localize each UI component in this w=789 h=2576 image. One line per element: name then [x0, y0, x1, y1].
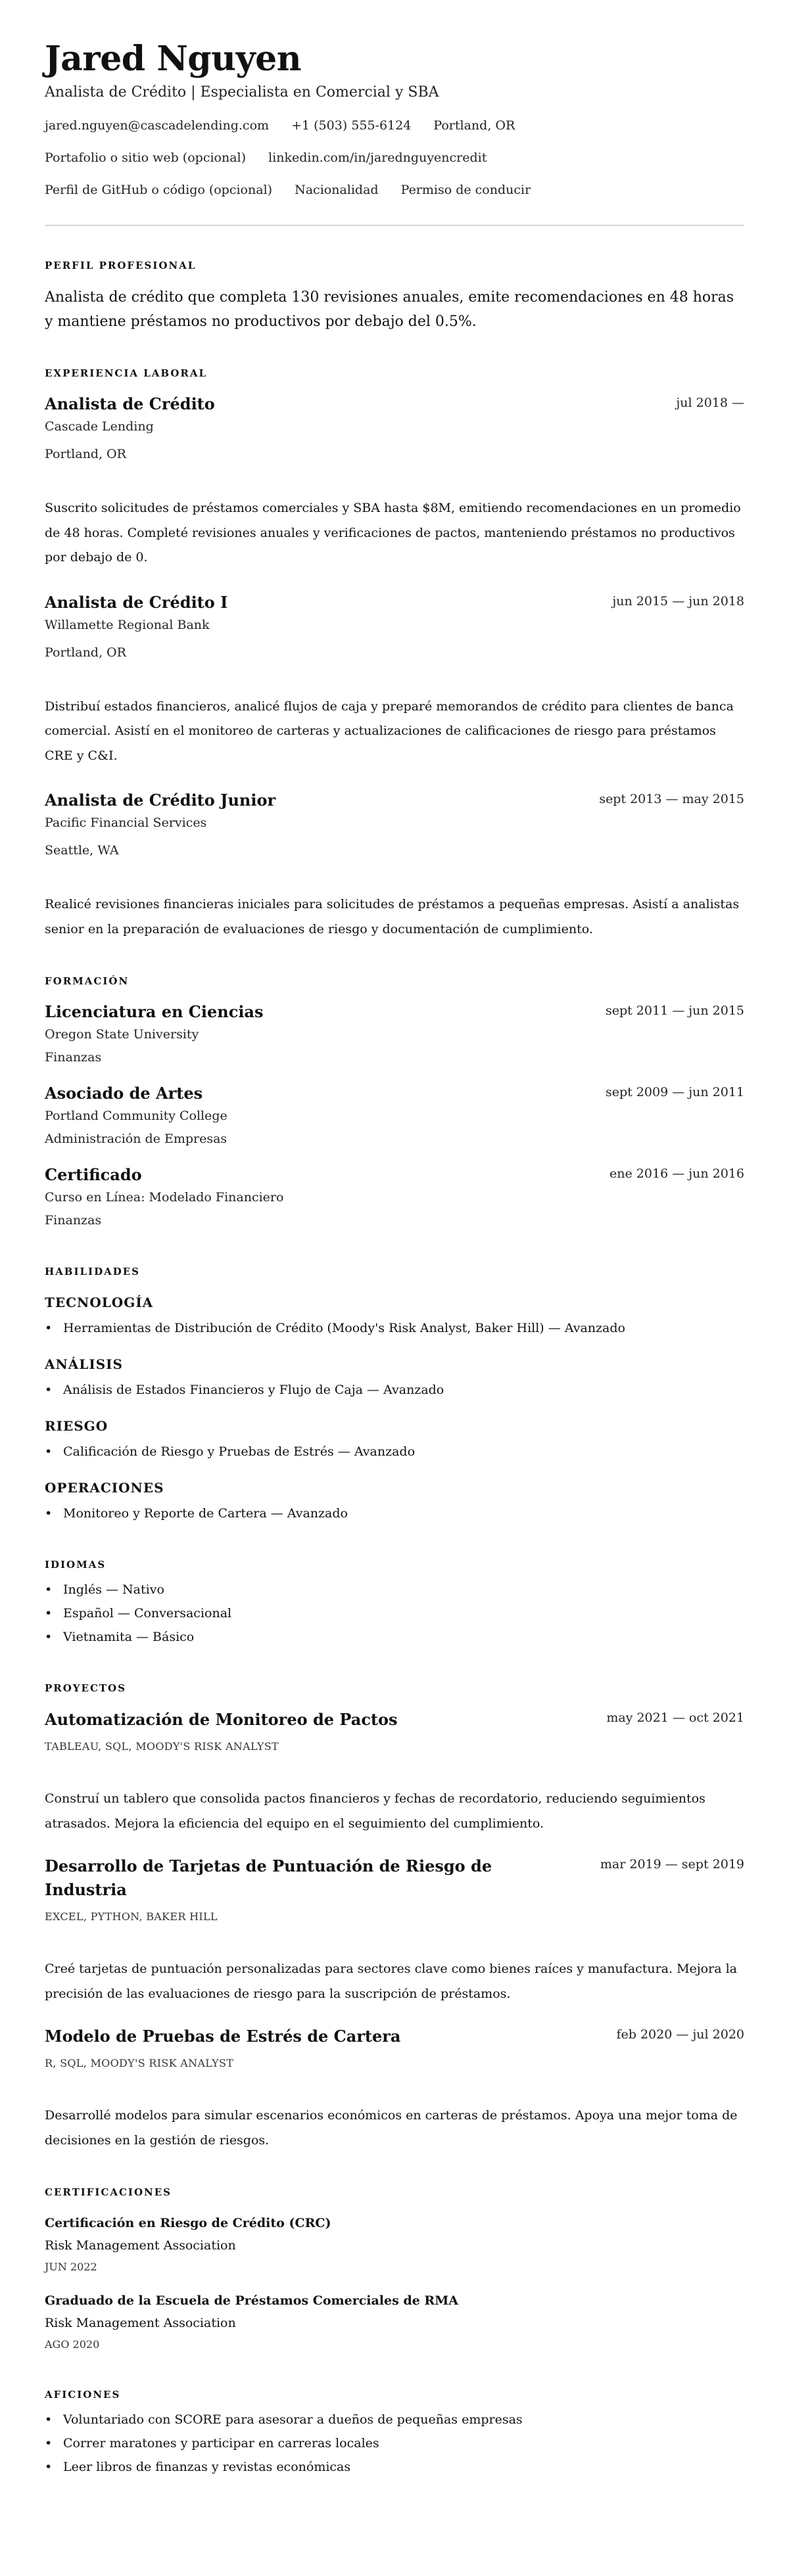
job-header	[45, 393, 744, 415]
degree: Asociado de Artes	[45, 1084, 203, 1103]
project-entry	[45, 2025, 744, 2153]
hobby-item: • Leer libros de finanzas y revistas económicas	[45, 2455, 744, 2479]
certification-issuer: Risk Management Association	[45, 2316, 236, 2330]
certification-issuer: Risk Management Association	[45, 2238, 236, 2253]
hobbies-section	[45, 2388, 744, 2479]
job-entry	[45, 591, 744, 769]
skill-list	[45, 1440, 744, 1463]
job-header	[45, 789, 744, 812]
field-of-study: Finanzas	[45, 1213, 102, 1228]
degree: Licenciatura en Ciencias	[45, 1002, 264, 1021]
certification-title: Graduado de la Escuela de Préstamos Comerciales de RMA	[45, 2293, 458, 2308]
project-tech: EXCEL, PYTHON, BAKER HILL	[45, 1910, 218, 1923]
phone: +1 (503) 555-6124	[291, 118, 412, 133]
skill-item: • Calificación de Riesgo y Pruebas de Estrés — Avanzado	[45, 1440, 744, 1463]
portfolio-link[interactable]: Portafolio o sitio web (opcional)	[45, 150, 247, 165]
project-description: Desarrollé modelos para simular escenarios económicos en carteras de préstamos. Apoya una mejor toma de decisiones en la gestión de riesgos.	[45, 2108, 738, 2148]
hobbies-list	[45, 2408, 744, 2479]
project-tech: TABLEAU, SQL, MOODY'S RISK ANALYST	[45, 1740, 279, 1753]
language-item: • Español — Conversacional	[45, 1601, 744, 1625]
job-location: Seattle, WA	[45, 843, 119, 858]
language-item: • Inglés — Nativo	[45, 1578, 744, 1601]
job-dates: sept 2013 — may 2015	[599, 792, 744, 806]
education-entry	[45, 1164, 744, 1232]
project-header	[45, 1708, 744, 1732]
project-description: Construí un tablero que consolida pactos financieros y fechas de recordatorio, reduciendo seguimientos atrasados. Mejora la eficiencia del equipo en el seguimiento del cumplimiento.	[45, 1791, 705, 1831]
linkedin-link[interactable]: linkedin.com/in/jarednguyencredit	[268, 150, 487, 165]
job-entry	[45, 393, 744, 570]
certification-entry	[45, 2212, 744, 2278]
project-dates: mar 2019 — sept 2019	[600, 1857, 744, 1872]
hobby-item: • Correr maratones y participar en carreras locales	[45, 2431, 744, 2455]
skill-list	[45, 1378, 744, 1402]
summary-text: Analista de crédito que completa 130 revisiones anuales, emite recomendaciones en 48 horas y mantiene préstamos no productivos por debajo del 0.5%.	[45, 289, 734, 330]
school: Oregon State University	[45, 1027, 199, 1042]
projects-section	[45, 1682, 744, 2153]
skill-group-heading: OPERACIONES	[45, 1480, 164, 1496]
section-heading: EXPERIENCIA LABORAL	[45, 367, 208, 379]
contact-row	[45, 148, 744, 168]
project-header	[45, 2025, 744, 2048]
section-heading: FORMACIÓN	[45, 975, 130, 987]
header-divider	[45, 225, 744, 226]
certification-entry	[45, 2289, 744, 2355]
education-header	[45, 1082, 744, 1105]
contact-row	[45, 180, 744, 200]
language-item: • Vietnamita — Básico	[45, 1625, 744, 1649]
job-header	[45, 591, 744, 614]
field-of-study: Finanzas	[45, 1050, 102, 1065]
field-of-study: Administración de Empresas	[45, 1132, 227, 1146]
education-entry	[45, 1001, 744, 1069]
company: Cascade Lending	[45, 419, 154, 434]
education-dates: sept 2009 — jun 2011	[605, 1085, 744, 1099]
skill-group-heading: RIESGO	[45, 1418, 108, 1434]
skill-list	[45, 1316, 744, 1340]
project-title: Modelo de Pruebas de Estrés de Cartera	[45, 2027, 401, 2046]
company: Willamette Regional Bank	[45, 617, 210, 632]
candidate-name: Jared Nguyen	[45, 39, 302, 79]
section-heading: IDIOMAS	[45, 1559, 107, 1571]
education-header	[45, 1001, 744, 1023]
candidate-headline: Analista de Crédito | Especialista en Comercial y SBA	[45, 84, 439, 101]
project-tech: R, SQL, MOODY'S RISK ANALYST	[45, 2057, 234, 2069]
job-title: Analista de Crédito I	[45, 592, 228, 612]
job-title: Analista de Crédito Junior	[45, 791, 276, 810]
skill-group-heading: TECNOLOGÍA	[45, 1295, 154, 1310]
certification-date: JUN 2022	[45, 2261, 97, 2273]
school: Portland Community College	[45, 1109, 227, 1123]
skill-list	[45, 1502, 744, 1525]
education-dates: sept 2011 — jun 2015	[605, 1003, 744, 1018]
experience-section	[45, 367, 744, 942]
email-link[interactable]: jared.nguyen@cascadelending.com	[45, 118, 270, 133]
certifications-section	[45, 2186, 744, 2355]
degree: Certificado	[45, 1165, 142, 1184]
hobby-item: • Voluntariado con SCORE para asesorar a dueños de pequeñas empresas	[45, 2408, 744, 2431]
skills-section	[45, 1265, 744, 1525]
project-header	[45, 1854, 744, 1902]
github-link[interactable]: Perfil de GitHub o código (opcional)	[45, 183, 273, 197]
project-dates: may 2021 — oct 2021	[606, 1711, 744, 1725]
resume-header	[45, 38, 744, 200]
project-description: Creé tarjetas de puntuación personalizadas para sectores clave como bienes raíces y manufactura. Mejora la precisión de las evaluaciones de riesgo para la suscripción de préstamos.	[45, 1962, 737, 2001]
job-location: Portland, OR	[45, 447, 126, 461]
project-title: Desarrollo de Tarjetas de Puntuación de Riesgo de Industria	[45, 1856, 492, 1899]
drivers-license: Permiso de conducir	[400, 183, 531, 197]
certification-title: Certificación en Riesgo de Crédito (CRC)	[45, 2216, 331, 2230]
skill-group-heading: ANÁLISIS	[45, 1356, 123, 1372]
certification-date: AGO 2020	[45, 2338, 100, 2351]
languages-list	[45, 1578, 744, 1649]
skill-item: • Monitoreo y Reporte de Cartera — Avanzado	[45, 1502, 744, 1525]
contact-row	[45, 116, 744, 135]
education-header	[45, 1164, 744, 1186]
project-title: Automatización de Monitoreo de Pactos	[45, 1710, 398, 1729]
education-section	[45, 975, 744, 1232]
job-title: Analista de Crédito	[45, 394, 215, 413]
project-entry	[45, 1854, 744, 2006]
section-heading: PROYECTOS	[45, 1682, 126, 1694]
job-dates: jul 2018 —	[676, 396, 744, 410]
skill-item: • Análisis de Estados Financieros y Flujo de Caja — Avanzado	[45, 1378, 744, 1402]
job-description: Distribuí estados financieros, analicé flujos de caja y preparé memorandos de crédito para clientes de banca comercial. Asistí en el monitoreo de carteras y actualizaciones de calificaciones de riesgo para préstamos CRE y C&I.	[45, 699, 734, 763]
section-heading: AFICIONES	[45, 2389, 121, 2401]
project-dates: feb 2020 — jul 2020	[616, 2027, 744, 2042]
project-entry	[45, 1708, 744, 1836]
education-dates: ene 2016 — jun 2016	[610, 1166, 744, 1181]
school: Curso en Línea: Modelado Financiero	[45, 1190, 284, 1205]
section-heading: PERFIL PROFESIONAL	[45, 260, 197, 271]
job-dates: jun 2015 — jun 2018	[612, 593, 744, 609]
skill-item: • Herramientas de Distribución de Crédito (Moody's Risk Analyst, Baker Hill) — Avanzado	[45, 1316, 744, 1340]
education-entry	[45, 1082, 744, 1151]
nationality: Nacionalidad	[295, 183, 379, 197]
job-description: Suscrito solicitudes de préstamos comerciales y SBA hasta $8M, emitiendo recomendaciones en un promedio de 48 horas. Completé revisiones anuales y verificaciones de pactos, manteniendo préstamos no productivos por debajo de 0.	[45, 501, 741, 564]
job-location: Portland, OR	[45, 645, 126, 660]
job-description: Realicé revisiones financieras iniciales para solicitudes de préstamos a pequeñas empresas. Asistí a analistas senior en la preparación de evaluaciones de riesgo y documentación de cumplimiento.	[45, 897, 740, 936]
location: Portland, OR	[433, 118, 515, 133]
company: Pacific Financial Services	[45, 816, 207, 830]
section-heading: CERTIFICACIONES	[45, 2186, 172, 2198]
languages-section	[45, 1558, 744, 1649]
section-heading: HABILIDADES	[45, 1266, 140, 1277]
job-entry	[45, 789, 744, 942]
summary-section	[45, 259, 744, 334]
